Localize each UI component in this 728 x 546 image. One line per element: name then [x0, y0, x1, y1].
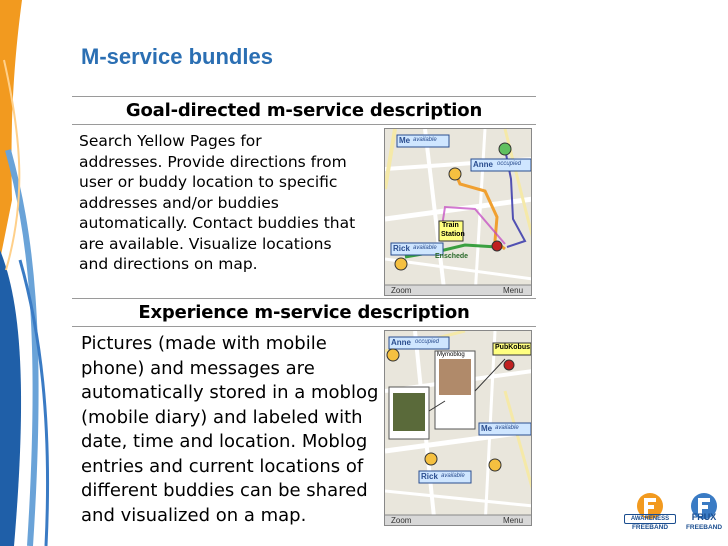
map1-station-label-1: Train	[442, 222, 459, 229]
awareness-logo-caption: FREEBAND	[631, 524, 669, 531]
awareness-logo-name: AWARENESS	[624, 514, 676, 524]
panel-text-goal-directed: Search Yellow Pages for addresses. Provide directions from user or buddy location to specific addresses and/or buddies automatically. Contact buddies that are available. Visualize locations and directions on map.	[79, 132, 356, 273]
map2-zoom-button[interactable]: Zoom	[391, 516, 412, 525]
panel-text-experience: Pictures (made with mobile phone) and messages are automatically stored in a moblog (mobile diary) and labeled with date, time and location. Moblog entries and current locations of different buddies can be shared and visualized on a map.	[81, 333, 379, 526]
map1-station-label-2: Station	[441, 231, 465, 238]
slide-title: M-service bundles	[81, 44, 273, 69]
map1-me-status: available	[413, 137, 437, 143]
map1-me-label: Me	[399, 136, 411, 145]
map2-anne-label: Anne	[391, 338, 411, 347]
map2-pub-label: PubKobus	[495, 344, 530, 351]
map1-street-label: Enschede	[435, 253, 469, 260]
map1-rick-label: Rick	[393, 244, 410, 253]
map2-menu-button[interactable]: Menu	[503, 516, 524, 525]
panel1-heading-rule	[72, 124, 536, 125]
frux-logo-caption: FREEBAND	[685, 524, 723, 531]
map1-menu-button[interactable]: Menu	[503, 286, 524, 295]
map2-me-status: available	[495, 425, 519, 431]
panel-heading-goal-directed: Goal-directed m-service description	[125, 100, 483, 121]
frux-logo-name: FRUX	[691, 512, 717, 522]
panel-divider-rule	[72, 298, 536, 299]
map-experience	[384, 330, 532, 526]
map1-zoom-button[interactable]: Zoom	[391, 286, 412, 295]
panel-top-rule	[72, 96, 536, 97]
panel-heading-experience: Experience m-service description	[138, 302, 470, 323]
map2-anne-status: occupied	[415, 339, 440, 345]
map2-rick-status: available	[441, 473, 465, 479]
map1-anne-status: occupied	[497, 161, 522, 167]
panel2-heading-rule	[72, 326, 536, 327]
map1-rick-status: available	[413, 245, 437, 251]
map2-moblog-label: Mymoblog	[437, 352, 465, 358]
decorative-strip	[0, 0, 58, 546]
map2-me-label: Me	[481, 424, 493, 433]
map1-anne-label: Anne	[473, 160, 493, 169]
map-goal-directed	[384, 128, 532, 296]
map2-rick-label: Rick	[421, 472, 438, 481]
